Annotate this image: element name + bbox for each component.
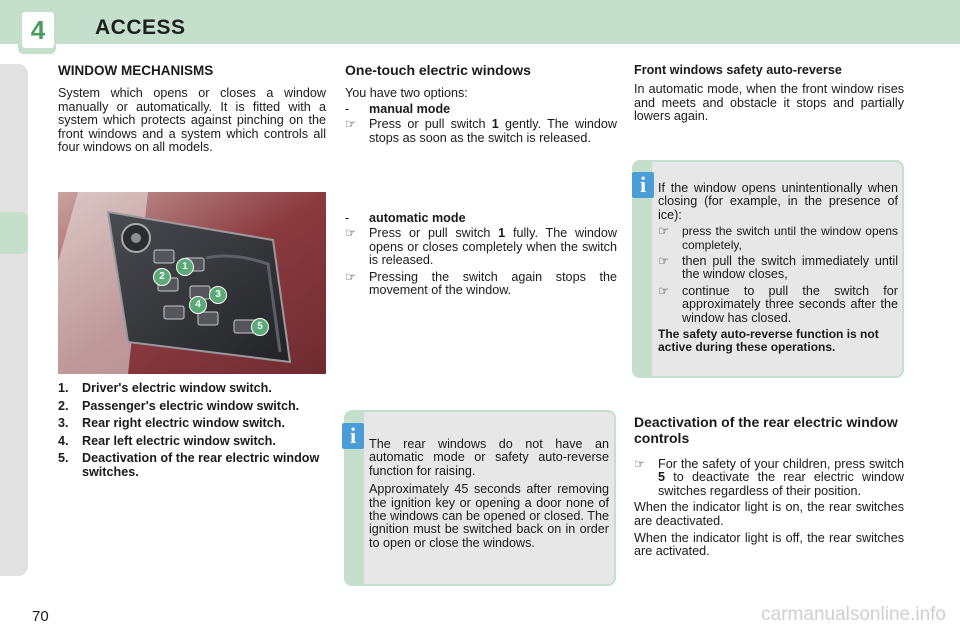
chapter-number: 4 [22,12,54,48]
chapter-side-marker [0,212,28,254]
ice-step-2: ☞ then pull the switch immediately until the window closes, [658,254,898,282]
automatic-mode-step-1: ☞ Press or pull switch 1 fully. The window opens or closes completely when the switch is released. [345,226,618,268]
callout-2: 2 [153,268,171,286]
hand-pointer-icon: ☞ [345,269,357,284]
safety-auto-reverse-heading: Front windows safety auto-reverse [634,63,842,77]
info-icon: i [632,172,654,198]
ignition-note: Approximately 45 seconds after removing the ignition key or opening a door none of the windows can be opened or closed. The ignition must be switched back on in order to open or close the windows. [369,482,609,550]
automatic-mode-label: - automatic mode [345,211,466,225]
options-intro: You have two options: [345,86,468,101]
ice-intro: If the window opens unintentionally when closing (for example, in the presence of ice): [658,181,898,222]
safety-auto-reverse-text: In automatic mode, when the front window rises and meets and obstacle it stops and partially lowers again. [634,82,904,124]
callout-5: 5 [251,318,269,336]
chapter-title: ACCESS [95,16,186,39]
hand-pointer-icon: ☞ [634,457,646,471]
hand-pointer-icon: ☞ [658,283,670,298]
safety-auto-reverse-section [634,64,904,128]
callout-4: 4 [189,296,207,314]
callout-3: 3 [209,286,227,304]
door-switch-panel-illustration [58,192,326,374]
rear-windows-info-box [344,410,616,586]
one-touch-section [345,64,617,148]
ice-note: The safety auto-reverse function is not active during these operations. [658,327,879,355]
window-mechanisms-intro: System which opens or closes a window manually or automatically. It is fitted with a system which protects against pinching on the front windows and a system which controls all four windows on all models. [58,86,326,155]
window-mechanisms-heading: WINDOW MECHANISMS [58,63,214,78]
automatic-mode-step-2: ☞ Pressing the switch again stops the movement of the window. [345,269,617,298]
rear-windows-note: The rear windows do not have an automatic mode or safety auto-reverse function for raising. [369,437,609,478]
callout-1: 1 [176,258,194,276]
info-icon: i [342,423,364,449]
ice-info-box [632,160,904,378]
hand-pointer-icon: ☞ [658,254,670,269]
list-item: 2. Passenger's electric window switch. [58,398,300,413]
list-item: 1. Driver's electric window switch. [58,381,272,395]
hand-pointer-icon: ☞ [658,224,670,239]
deactivation-section [634,414,904,563]
hand-pointer-icon: ☞ [345,117,357,132]
indicator-on-text: When the indicator light is on, the rear switches are deactivated. [634,500,904,528]
manual-mode-label: - manual mode [345,101,451,116]
list-item: 5. Deactivation of the rear electric window switches. [58,451,320,479]
page-number: 70 [32,608,49,625]
automatic-mode-section [345,212,617,300]
window-mechanisms-section [58,64,326,158]
one-touch-heading: One-touch electric windows [345,62,531,78]
ice-step-1: ☞ press the switch until the window opens completely, [658,224,898,252]
list-item: 3. Rear right electric window switch. [58,416,285,431]
manual-mode-step: ☞ Press or pull switch 1 gently. The window stops as soon as the switch is released. [345,117,618,145]
hand-pointer-icon: ☞ [345,226,357,241]
switch-legend-list [58,382,326,484]
watermark: carmanualsonline.info [761,604,946,625]
indicator-off-text: When the indicator light is off, the rear switches are activated. [634,531,904,559]
door-switch-panel-photo [58,192,326,374]
page-sidebar [0,64,28,576]
list-item: 4. Rear left electric window switch. [58,433,276,448]
ice-step-3: ☞ continue to pull the switch for approximately three seconds after the window has closed. [658,283,898,325]
deactivation-step: ☞ For the safety of your children, press switch 5 to deactivate the rear electric window switches regardless of their position. [634,457,904,498]
deactivation-heading: Deactivation of the rear electric window controls [634,414,898,446]
